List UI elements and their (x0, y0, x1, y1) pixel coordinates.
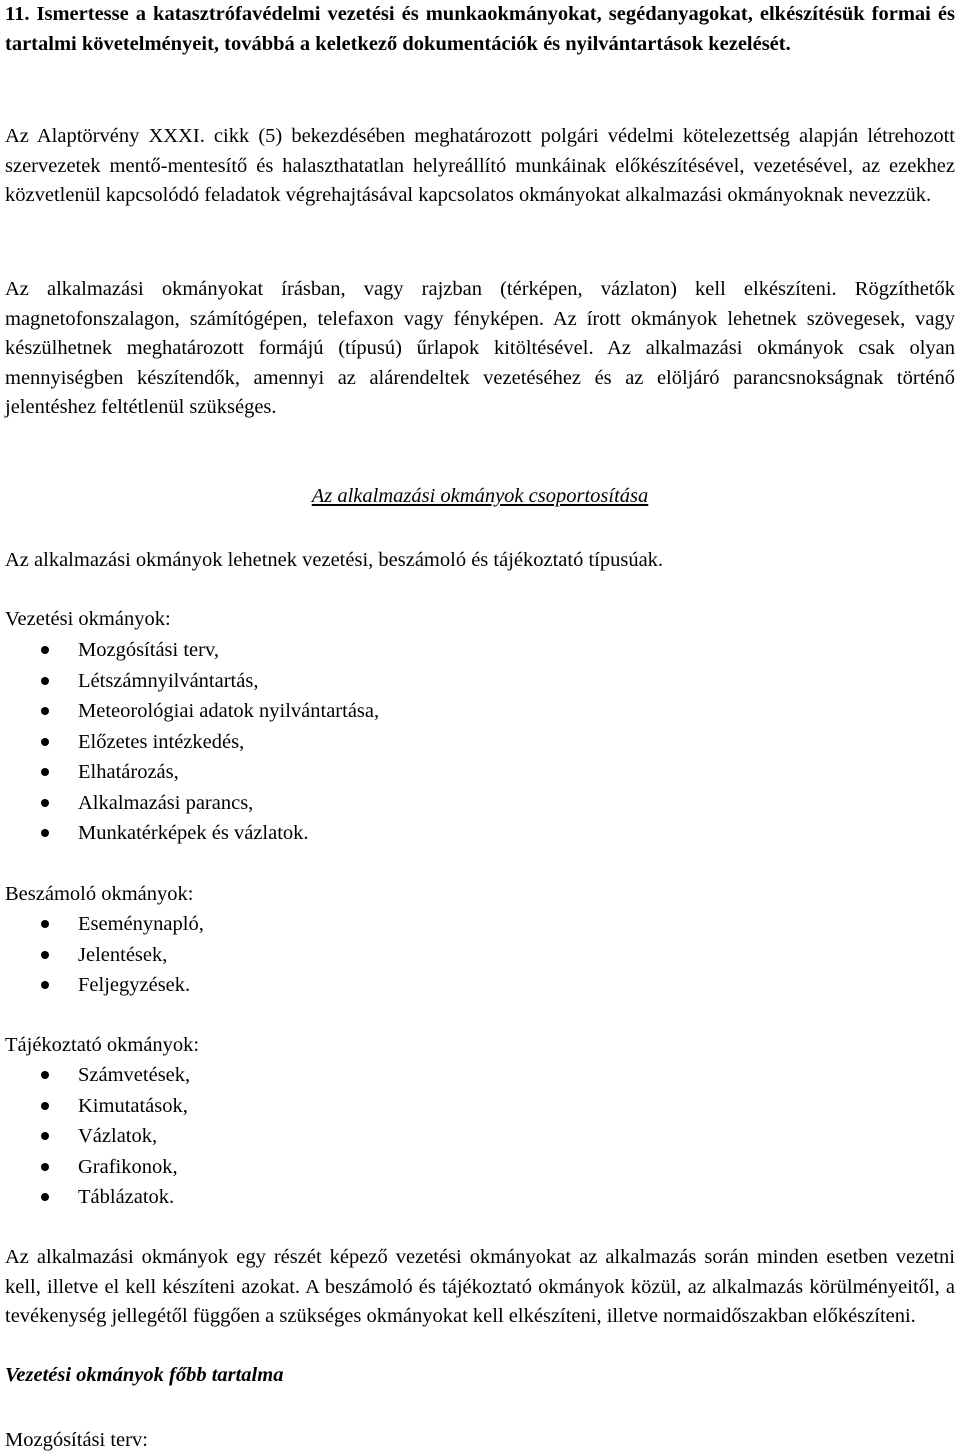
bullet-icon (41, 829, 49, 837)
list-label-beszamolo: Beszámoló okmányok: (5, 883, 194, 905)
list-item: Mozgósítási terv, (5, 635, 379, 666)
mozgositasi-terv-label: Mozgósítási terv: (5, 1429, 148, 1451)
list-label-tajekoztato: Tájékoztató okmányok: (5, 1034, 200, 1056)
section-title: Az alkalmazási okmányok csoportosítása (311, 485, 649, 507)
list-vezetesi (5, 635, 379, 849)
bullet-icon (41, 920, 49, 928)
list-beszamolo (5, 909, 204, 1001)
bullet-icon (41, 799, 49, 807)
bullet-icon (41, 707, 49, 715)
list-item: Kimutatások, (5, 1091, 190, 1122)
list-item: Jelentések, (5, 940, 204, 971)
bullet-icon (41, 1163, 49, 1171)
subheading: Vezetési okmányok főbb tartalma (5, 1364, 284, 1386)
list-item: Számvetések, (5, 1060, 190, 1091)
list-item: Meteorológiai adatok nyilvántartása, (5, 696, 379, 727)
bullet-icon (41, 768, 49, 776)
bullet-icon (41, 677, 49, 685)
bullet-icon (41, 738, 49, 746)
bullet-icon (41, 1071, 49, 1079)
list-item: Táblázatok. (5, 1182, 190, 1213)
list-item: Elhatározás, (5, 757, 379, 788)
paragraph-definition: Az Alaptörvény XXXI. cikk (5) bekezdésében meghatározott polgári védelmi kötelezettség alapján létrehozott szervezetek mentő-mentesítő és halaszthatatlan helyreállító munkáinak előkészítésével, vezetésével, az ezekhez közvetlenül kapcsolódó feladatok végrehajtásával kapcsolatos okmányokat alkalmazási okmányoknak nevezzük. (5, 125, 955, 206)
list-item: Előzetes intézkedés, (5, 727, 379, 758)
bullet-icon (41, 646, 49, 654)
question-heading: 11. Ismertesse a katasztrófavédelmi vezetési és munkaokmányokat, segédanyagokat, elkészítésük formai és tartalmi követelményeit, továbbá a keletkező dokumentációk és nyilvántartások kezelését. (5, 3, 955, 55)
list-item: Alkalmazási parancs, (5, 788, 379, 819)
list-label-vezetesi: Vezetési okmányok: (5, 608, 171, 630)
bullet-icon (41, 1193, 49, 1201)
list-tajekoztato (5, 1060, 190, 1213)
list-item: Grafikonok, (5, 1152, 190, 1183)
list-item: Feljegyzések. (5, 970, 204, 1001)
bullet-icon (41, 1132, 49, 1140)
list-item: Munkatérképek és vázlatok. (5, 818, 379, 849)
list-item: Vázlatok, (5, 1121, 190, 1152)
list-item: Létszámnyilvántartás, (5, 666, 379, 697)
list-item: Eseménynapló, (5, 909, 204, 940)
bullet-icon (41, 1102, 49, 1110)
paragraph-usage: Az alkalmazási okmányok egy részét képező vezetési okmányokat az alkalmazás során minden esetben vezetni kell, illetve el kell készíteni azokat. A beszámoló és tájékoztató okmányok közül, az alkalmazás körülményeitől, a tevékenység jellegétől függően a szükséges okmányokat kell elkészíteni, illetve normaidőszakban előkészíteni. (5, 1246, 955, 1327)
bullet-icon (41, 951, 49, 959)
bullet-icon (41, 981, 49, 989)
paragraph-forms: Az alkalmazási okmányokat írásban, vagy rajzban (térképen, vázlaton) kell elkészíteni. Rögzíthetők magnetofonszalagon, számítógépen, telefaxon vagy fényképen. Az írott okmányok lehetnek szövegesek, vagy készülhetnek meghatározott formájú (típusú) űrlapok kitöltésével. Az alkalmazási okmányok csak olyan mennyiségben készítendők, amennyi az alárendeltek vezetéséhez és az elöljáró parancsnokságnak történő jelentéshez feltétlenül szükséges. (5, 278, 955, 418)
paragraph-types: Az alkalmazási okmányok lehetnek vezetési, beszámoló és tájékoztató típusúak. (5, 549, 664, 571)
